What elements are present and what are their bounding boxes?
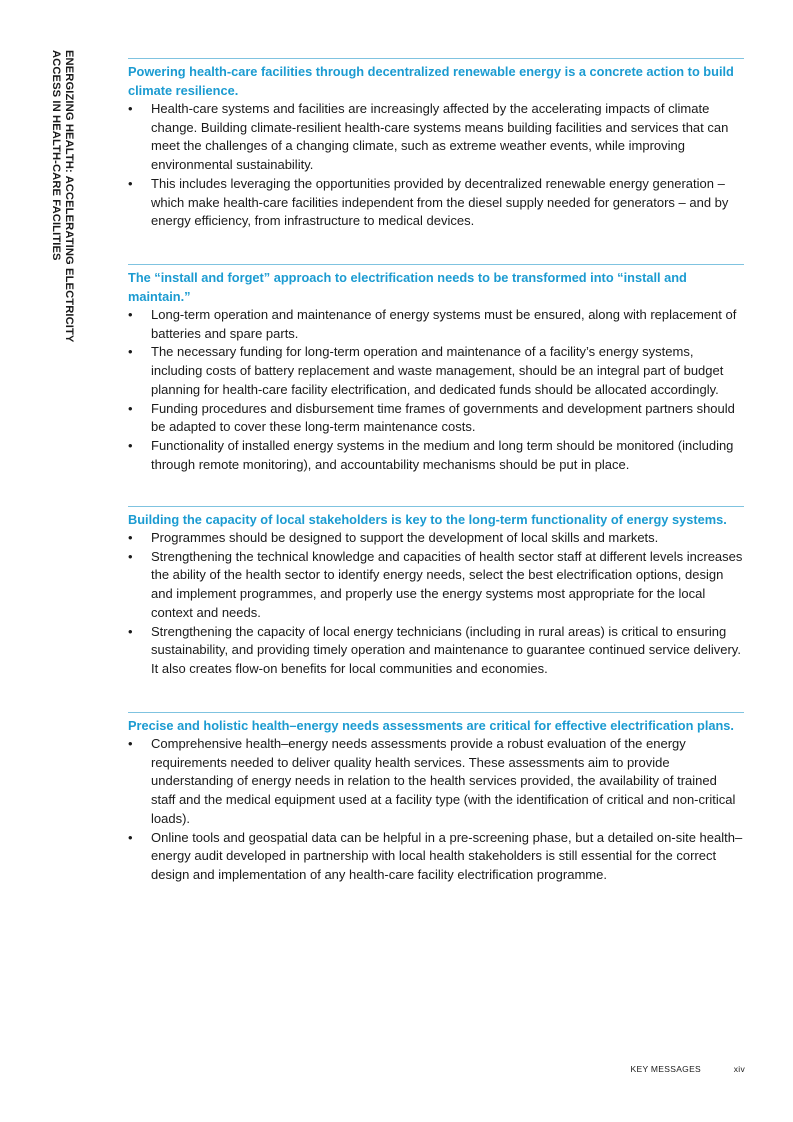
list-item: • Health-care systems and facilities are increasingly affected by the accelerating impacts of climate change. Building climate-resilient health-care systems means building facilities and services that can meet the challenges of a changing climate, such as extreme weather events, while improving environmental sustainability. <box>128 100 744 175</box>
key-message-section-1 <box>128 58 744 231</box>
section-heading: Precise and holistic health–energy needs assessments are critical for effective electrification plans. <box>128 718 734 733</box>
running-header <box>49 50 75 342</box>
running-header-line-1: ENERGIZING HEALTH: ACCELERATING ELECTRICITY <box>63 50 75 343</box>
section-heading: Building the capacity of local stakeholders is key to the long-term functionality of energy systems. <box>128 512 727 527</box>
list-item: • Programmes should be designed to support the development of local skills and markets. <box>128 529 744 548</box>
section-heading: Powering health-care facilities through decentralized renewable energy is a concrete action to build climate resilience. <box>128 64 734 98</box>
section-heading: The “install and forget” approach to electrification needs to be transformed into “install and maintain.” <box>128 270 687 304</box>
list-item: • Comprehensive health–energy needs assessments provide a robust evaluation of the energy requirements needed to deliver quality health services. These assessments aim to provide understanding of energy needs in relation to the health services provided, the availability of trained staff and the medical equipment used at a facility type (with the identification of critical and non-critical loads). <box>128 735 744 829</box>
list-item: • Long-term operation and maintenance of energy systems must be ensured, along with replacement of batteries and spare parts. <box>128 306 744 343</box>
section-divider <box>128 264 744 265</box>
page-number: xiv <box>733 1064 745 1074</box>
page-footer <box>631 1064 746 1074</box>
list-item: • Strengthening the capacity of local energy technicians (including in rural areas) is critical to ensuring sustainability, and providing timely operation and maintenance to guarantee continued service delivery. It also creates flow-on benefits for local communities and economies. <box>128 623 744 679</box>
list-item: • Strengthening the technical knowledge and capacities of health sector staff at different levels increases the ability of the health sector to identify energy needs, select the best electrification options, design and implement programmes, and properly use the energy systems most appropriate for the local context and needs. <box>128 548 744 623</box>
key-message-section-2 <box>128 264 744 474</box>
key-message-section-3 <box>128 506 744 679</box>
section-divider <box>128 58 744 59</box>
bullet-list <box>128 529 744 679</box>
footer-section-label: KEY MESSAGES <box>630 1064 702 1074</box>
bullet-list <box>128 306 744 474</box>
list-item: • Online tools and geospatial data can be helpful in a pre-screening phase, but a detailed on-site health–energy audit developed in partnership with local health stakeholders is still essential for the correct design and implementation of any health-care facility electrification programme. <box>128 829 744 885</box>
bullet-list <box>128 100 744 231</box>
list-item: • Funding procedures and disbursement time frames of governments and development partners should be adapted to cover these long-term maintenance costs. <box>128 400 744 437</box>
key-message-section-4 <box>128 712 744 885</box>
list-item: • This includes leveraging the opportunities provided by decentralized renewable energy generation – which make health-care facilities independent from the diesel supply needed for generators – and by energy efficiency, from infrastructure to medical devices. <box>128 175 744 231</box>
list-item: • Functionality of installed energy systems in the medium and long term should be monitored (including through remote monitoring), and accountability mechanisms should be put in place. <box>128 437 744 474</box>
bullet-list <box>128 735 744 885</box>
list-item: • The necessary funding for long-term operation and maintenance of a facility’s energy systems, including costs of battery replacement and waste management, should be an integral part of budget planning for health-care facility electrification, and dedicated funds should be allocated accordingly. <box>128 343 744 399</box>
section-divider <box>128 506 744 507</box>
section-divider <box>128 712 744 713</box>
running-header-line-2: ACCESS IN HEALTH-CARE FACILITIES <box>50 50 62 261</box>
